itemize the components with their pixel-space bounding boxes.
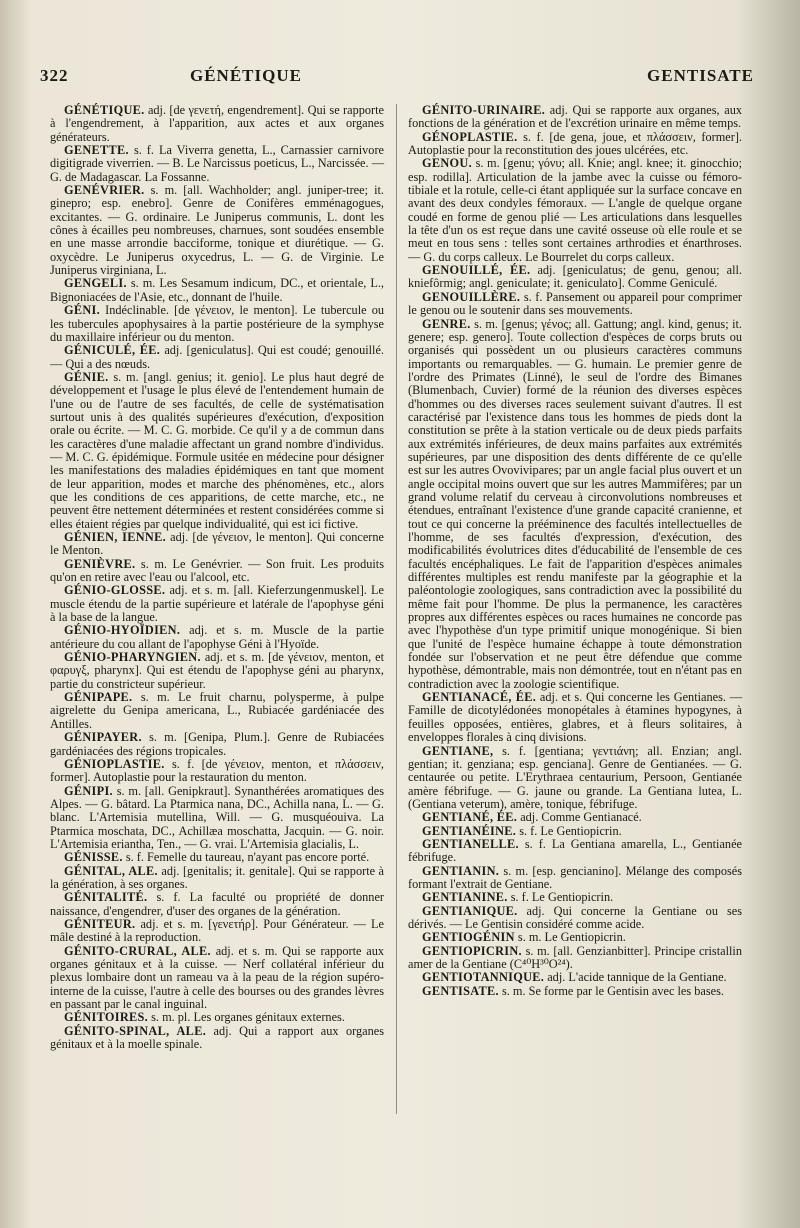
dictionary-entry: [408, 985, 742, 998]
entry-definition: s. f. Pansement ou appareil pour comprimer le genou ou le soutenir dans ses mouvements.: [408, 289, 743, 318]
entry-definition: s. f. La faculté ou propriété de donner naissance, d'engendrer, d'user des organes de la génération.: [50, 890, 384, 918]
dictionary-entry: [408, 264, 742, 291]
entry-definition: adj. et s. Qui concerne les Gentianes. — Famille de dicotylédonées monopétales à étamines hypogynes, à feuilles opposées, entières, glabres, et à fleurs solitaires, à enveloppes florales à cinq divisions.: [408, 690, 742, 745]
entry-definition: s. m. Le Genévrier. — Son fruit. Les produits qu'on en retire avec l'eau ou l'alcool, etc.: [50, 556, 384, 585]
entry-definition: adj. [genitalis; it. genitale]. Qui se rapporte à la génération, à ses organes.: [50, 863, 384, 891]
entry-definition: adj. Qui concerne la Gentiane ou ses dérivés. — Le Gentisin considéré comme acide.: [408, 903, 742, 931]
entry-headword: GÉNISSE.: [64, 850, 123, 865]
entry-definition: s. f. Le Gentiopicrin.: [519, 823, 622, 838]
dictionary-entry: [408, 905, 742, 932]
entry-headword: GENETTE.: [64, 143, 129, 158]
right-column: [408, 104, 742, 998]
dictionary-entry: [408, 838, 742, 865]
left-running-title: GÉNÉTIQUE: [190, 66, 302, 85]
entry-headword: GÉNIPI.: [64, 783, 113, 798]
dictionary-entry: [408, 745, 742, 812]
entry-definition: s. m. [genus; γένος; all. Gattung; angl. kind, genus; it. genere; esp. genero]. Toute collection d'espèces de corps bruts ou organisés qui possèdent un ou plusieurs caractères communs importants ou remarquables. — G. humain. Le premier genre de l'ordre des Primates (Linné), le seul de l'ordre des Bimanes (Blumenbach, Cuvier) formé de la réunion des diverses espèces d'hommes ou des diverses races seulement suivant d'autres. Il est caractérisé par l'existence dans tous les hommes de pieds dont la constitution se prête à la station verticale ou de deux pieds parfaits aux extrémités inférieures, de deux mains parfaites aux extrémités supérieures, par une disposition des dents différente de ce qu'elle est sur les autres Ovovivipares; par un angle facial plus ouvert et un angle occipital moins ouvert que sur les autres Mammifères; par un grand volume relatif du cerveau à circonvolutions nombreuses et étendues, entraînant l'existence d'une grande capacité cranienne, et tout ce qui concerne la prééminence des facultés intellectuelles de l'homme, de ses facultés d'expression, d'exécution, des modificabilités évolutrices dites d'éducabilité de l'ensemble de ces facultés encéphaliques. Le fait de l'apparition d'espèces animales différentes multiples est rendu manifeste par la géographie et la paléontologie zoologiques, sans contradiction avec la possibilité du même fait pour l'homme. De plus la permanence, les caractères propres aux différentes espèces ou races humaines ne concorde pas avec l'hypothèse d'un type primitif unique monogénique. Si bien que l'unité de l'espèce humaine échappe à toute démonstration fondée sur l'observation et ne peut être défendue que comme hypothèse, démontrable, mais non démontrée, tout en n'étant pas en contradiction avec la zoologie scientifique.: [408, 316, 742, 691]
entry-headword: GÉNITO-URINAIRE.: [422, 103, 546, 117]
entry-headword: GÉNOPLASTIE.: [422, 129, 518, 144]
entry-definition: s. f. Femelle du taureau, n'ayant pas encore porté.: [125, 850, 370, 865]
entry-headword: GÉNIO-GLOSSE.: [64, 583, 166, 598]
entry-definition: s. f. [de gena, joue, et πλάσσειν, former]. Autoplastie pour la reconstitution des joues ulcérées, etc.: [408, 129, 742, 158]
entry-headword: GÉNIEN, IENNE.: [64, 530, 166, 544]
entry-definition: s. f. Le Gentiopicrin.: [510, 890, 614, 905]
entry-headword: GENTIOTANNIQUE.: [422, 970, 545, 985]
entry-definition: adj. L'acide tannique de la Gentiane.: [547, 970, 727, 985]
entry-definition: s. m. [all. Genzianbitter]. Principe cristallin amer de la Gentiane (C⁴⁰H³⁰O²⁴).: [408, 943, 742, 971]
entry-definition: adj. et s. m. Qui se rapporte aux organes génitaux et à la cuisse. — Nerf collatéral inférieur du plexus lombaire dont un rameau va à la peau de la région supéro-interne de la cuisse, l'autre à celle des bourses ou des grandes lèvres en passant par le canal inguinal.: [50, 943, 384, 1012]
entry-headword: GENTIANIQUE.: [422, 903, 518, 918]
entry-definition: adj. [de γενετή, engendrement]. Qui se rapporte à l'engendrement, à l'apparition, aux actes et aux organes générateurs.: [50, 103, 384, 144]
dictionary-entry: [50, 584, 384, 624]
entry-definition: s. m. Le fruit charnu, polysperme, à pulpe aigrelette du Genipa americana, L., Rubiacée gardéniacée des Antilles.: [50, 690, 384, 731]
dictionary-entry: [50, 851, 384, 864]
entry-headword: GENTISATE.: [422, 983, 499, 998]
entry-definition: s. m. Le Gentiopicrin.: [517, 930, 626, 945]
entry-headword: GENIÈVRE.: [64, 556, 136, 571]
dictionary-entry: [50, 918, 384, 945]
entry-headword: GÉNIPAPE.: [64, 690, 133, 705]
column-divider: [396, 104, 397, 1114]
entry-headword: GENTIANELLE.: [422, 836, 519, 851]
entry-definition: adj. et s. m. [de γένειον, menton, et φαρυγξ, pharynx]. Qui est étendu de l'apophyse géni au pharynx, partie du constricteur supérieur.: [50, 650, 385, 691]
entry-headword: GENTIANE,: [422, 743, 494, 758]
dictionary-entry: [50, 277, 384, 304]
entry-definition: s. f. La Gentiana amarella, L., Gentianée fébrifuge.: [408, 836, 743, 865]
entry-definition: s. f. La Viverra genetta, L., Carnassier carnivore digitigrade viverrien. — B. Le Narcissus poeticus, L., Narcissée. — G. de Madagascar. La Fossanne.: [50, 143, 384, 184]
dictionary-entry: [50, 144, 384, 184]
entry-headword: GÉNITAL, ALE.: [64, 863, 158, 878]
dictionary-entry: [50, 691, 384, 731]
left-column: [50, 104, 384, 1051]
entry-definition: adj. [geniculatus; de genu, genou; all. kniefôrmig; angl. geniculate; it. geniculato]. Comme Geniculé.: [408, 263, 742, 291]
entry-headword: GÉNIPAYER.: [64, 730, 142, 745]
entry-definition: adj. Comme Gentianacé.: [520, 810, 642, 825]
entry-headword: GÉNIOPLASTIE.: [64, 756, 165, 771]
dictionary-entry: [50, 651, 384, 691]
entry-definition: s. m. pl. Les organes génitaux externes.: [151, 1010, 345, 1025]
dictionary-entry: [50, 344, 384, 371]
entry-headword: GENOUILLÉ, ÉE.: [422, 263, 531, 278]
dictionary-entry: [408, 104, 742, 131]
entry-definition: s. f. [gentiana; γεντιάνη; all. Enzian; angl. gentian; it. genziana; esp. genciana]. Genre de Gentianées. — G. centaurée ou petite. L'Erythraea centaurium, Persoon, Gentianée amère fébrifuge. — G. jaune ou grande. La Gentiana lutea, L. (Gentiana veterum), amère, tonique, fébrifuge.: [408, 743, 742, 811]
right-running-title: GENTISATE: [647, 66, 754, 85]
entry-headword: GENTIANINE.: [422, 890, 508, 905]
dictionary-entry: [50, 531, 384, 558]
entry-headword: GENRE.: [422, 316, 471, 331]
dictionary-entry: [408, 931, 742, 944]
running-header: [40, 66, 754, 92]
dictionary-entry: [408, 971, 742, 984]
entry-headword: GENOU.: [422, 156, 472, 171]
entry-definition: adj. Qui a rapport aux organes génitaux et à la moelle spinale.: [50, 1023, 385, 1052]
dictionary-entry: [50, 945, 384, 1012]
entry-definition: adj. et s. m. Muscle de la partie antérieure du cou allant de l'apophyse Géni à l'Hyoïde.: [50, 623, 384, 651]
entry-headword: GENTIANÉINE.: [422, 823, 517, 838]
dictionary-entry: [50, 865, 384, 892]
entry-definition: Indéclinable. [de γένειον, le menton]. Le tubercule ou les tubercules apophysaires à la partie postérieure de la symphyse du maxillaire inférieur ou du menton.: [50, 303, 384, 344]
dictionary-entry: [50, 371, 384, 531]
dictionary-entry: [408, 945, 742, 972]
entry-headword: GÉNIO-PHARYNGIEN.: [64, 650, 201, 665]
dictionary-entry: [408, 157, 742, 264]
dictionary-entry: [408, 811, 742, 824]
dictionary-entry: [50, 758, 384, 785]
dictionary-entry: [408, 691, 742, 744]
entry-headword: GENÉVRIER.: [64, 183, 145, 198]
dictionary-entry: [50, 1011, 384, 1024]
entry-headword: GÉNÉTIQUE.: [64, 103, 145, 117]
entry-headword: GÉNICULÉ, ÉE.: [64, 343, 161, 358]
entry-definition: s. m. [all. Genipkraut]. Synanthérées aromatiques des Alpes. — G. bâtard. La Ptarmica nana, DC., Achilla nana, L. — G. blanc. L'Artemisia mutellina, Will. — G. musquéouiva. La Ptarmica moschata, DC., Achillæa moschatta, Jacquin. — G. noir. L'Artemisia eriantha, Ten., — G. vrai. L'Artemisia glacialis, L.: [50, 783, 384, 851]
entry-definition: adj. et s. m. [all. Kieferzungenmuskel]. Le muscle étendu de la partie supérieure et latérale de l'apophyse géni à la base de la langue.: [50, 583, 385, 625]
dictionary-entry: [50, 304, 384, 344]
entry-headword: GENOUILLÈRE.: [422, 289, 521, 304]
dictionary-entry: [50, 785, 384, 852]
entry-headword: GÉNIE.: [64, 369, 109, 384]
entry-definition: s. m. [angl. genius; it. genio]. Le plus haut degré de développement et l'usage le plus élevé de l'entendement humain de l'une ou de l'autre de ses facultés, de celle de systématisation surtout unis à des qualités supérieures d'exécution, d'exposition orale ou écrite. — M. C. G. morbide. Ce qu'il y a de commun dans les caractères d'une maladie affectant un grand nombre d'individus. — M. C. G. épidémique. Formule usitée en médecine pour désigner les manifestations des maladies épidémiques en tant que moment de leur apparition, modes et marche des phénomènes, etc., alors que les conditions de ces apparitions, de cette marche, etc., ne peuvent être nettement déterminées et restent considérées comme si elles étaient régies par quelque individualité, qui est ici fictive.: [50, 369, 384, 531]
page-number: 322: [40, 66, 69, 85]
entry-headword: GÉNITO-CRURAL, ALE.: [64, 943, 211, 958]
entry-headword: GENTIOGÉNIN: [422, 930, 515, 945]
dictionary-entry: [408, 318, 742, 692]
dictionary-entry: [50, 891, 384, 918]
dictionary-entry: [408, 891, 742, 904]
dictionary-entry: [50, 1025, 384, 1052]
entry-headword: GÉNI.: [64, 303, 101, 318]
entry-headword: GÉNITO-SPINAL, ALE.: [64, 1023, 207, 1038]
dictionary-entry: [408, 825, 742, 838]
dictionary-entry: [50, 184, 384, 277]
entry-definition: adj. et s. m. [γενετήρ]. Pour Générateur. — Le mâle destiné à la reproduction.: [50, 916, 384, 945]
dictionary-entry: [408, 865, 742, 892]
entry-headword: GÉNITALITÉ.: [64, 890, 148, 905]
entry-headword: GENTIANIN.: [422, 863, 500, 878]
entry-definition: adj. [geniculatus]. Qui est coudé; genouillé. — Qui a des nœuds.: [50, 343, 385, 371]
entry-definition: adj. [de γένειον, le menton]. Qui concerne le Menton.: [50, 530, 384, 558]
entry-headword: GENTIOPICRIN.: [422, 943, 522, 958]
entry-definition: s. m. [Genipa, Plum.]. Genre de Rubiacées gardéniacées des régions tropicales.: [50, 730, 385, 758]
entry-definition: s. m. Se forme par le Gentisin avec les bases.: [502, 983, 724, 998]
entry-headword: GÉNIO-HYOÏDIEN.: [64, 623, 181, 638]
dictionary-entry: [50, 731, 384, 758]
entry-definition: s. m. [esp. gencianino]. Mélange des composés formant l'extrait de Gentiane.: [408, 863, 742, 891]
entry-definition: s. f. [de γένειον, menton, et πλάσσειν, former]. Autoplastie pour la restauration du menton.: [50, 756, 384, 785]
dictionary-entry: [50, 624, 384, 651]
entry-definition: adj. Qui se rapporte aux organes, aux fonctions de la génération et de l'excrétion urinaire en même temps.: [408, 103, 742, 131]
dictionary-entry: [50, 104, 384, 144]
dictionary-entry: [50, 558, 384, 585]
entry-headword: GENTIANÉ, ÉE.: [422, 810, 518, 825]
entry-headword: GENGELI.: [64, 276, 127, 291]
entry-definition: s. m. [genu; γόνυ; all. Knie; angl. knee; it. ginocchio; esp. rodilla]. Articulation de la jambe avec la cuisse ou fémoro-tibiale et la rotule, celle-ci étant appliquée sur la surface concave en avant des deux condyles fémoraux. — L'angle de quelque organe coudé en forme de genou plié — Les articulations dans lesquelles la tête d'un os est reçue dans une cavité osseuse où elle roule et se meut en tous sens : telles sont certaines arthrodies et énarthroses. — G. du corps calleux. Le Bourrelet du corps calleux.: [408, 156, 742, 264]
dictionary-entry: [408, 291, 742, 318]
entry-definition: s. m. [all. Wachholder; angl. juniper-tree; it. ginepro; esp. enebro]. Genre de Conifères emménagogues, excitantes. — G. ordinaire. Le Juniperus communis, L. dont les cônes à écailles peu nombreuses, charnues, sont soudées ensemble en une masse arrondie bacciforme, tonique et diurétique. — G. oxycèdre. Le Juniperus oxycedrus, L. — G. de Virginie. Le Juniperus virginiana, L.: [50, 183, 384, 278]
dictionary-entry: [408, 131, 742, 158]
entry-headword: GÉNITOIRES.: [64, 1010, 149, 1025]
entry-definition: s. m. Les Sesamum indicum, DC., et orientale, L., Bignoniacées de l'Asie, etc., donnant de l'huile.: [50, 276, 384, 304]
entry-headword: GENTIANACÉ, ÉE.: [422, 690, 537, 705]
entry-headword: GÉNITEUR.: [64, 916, 136, 931]
